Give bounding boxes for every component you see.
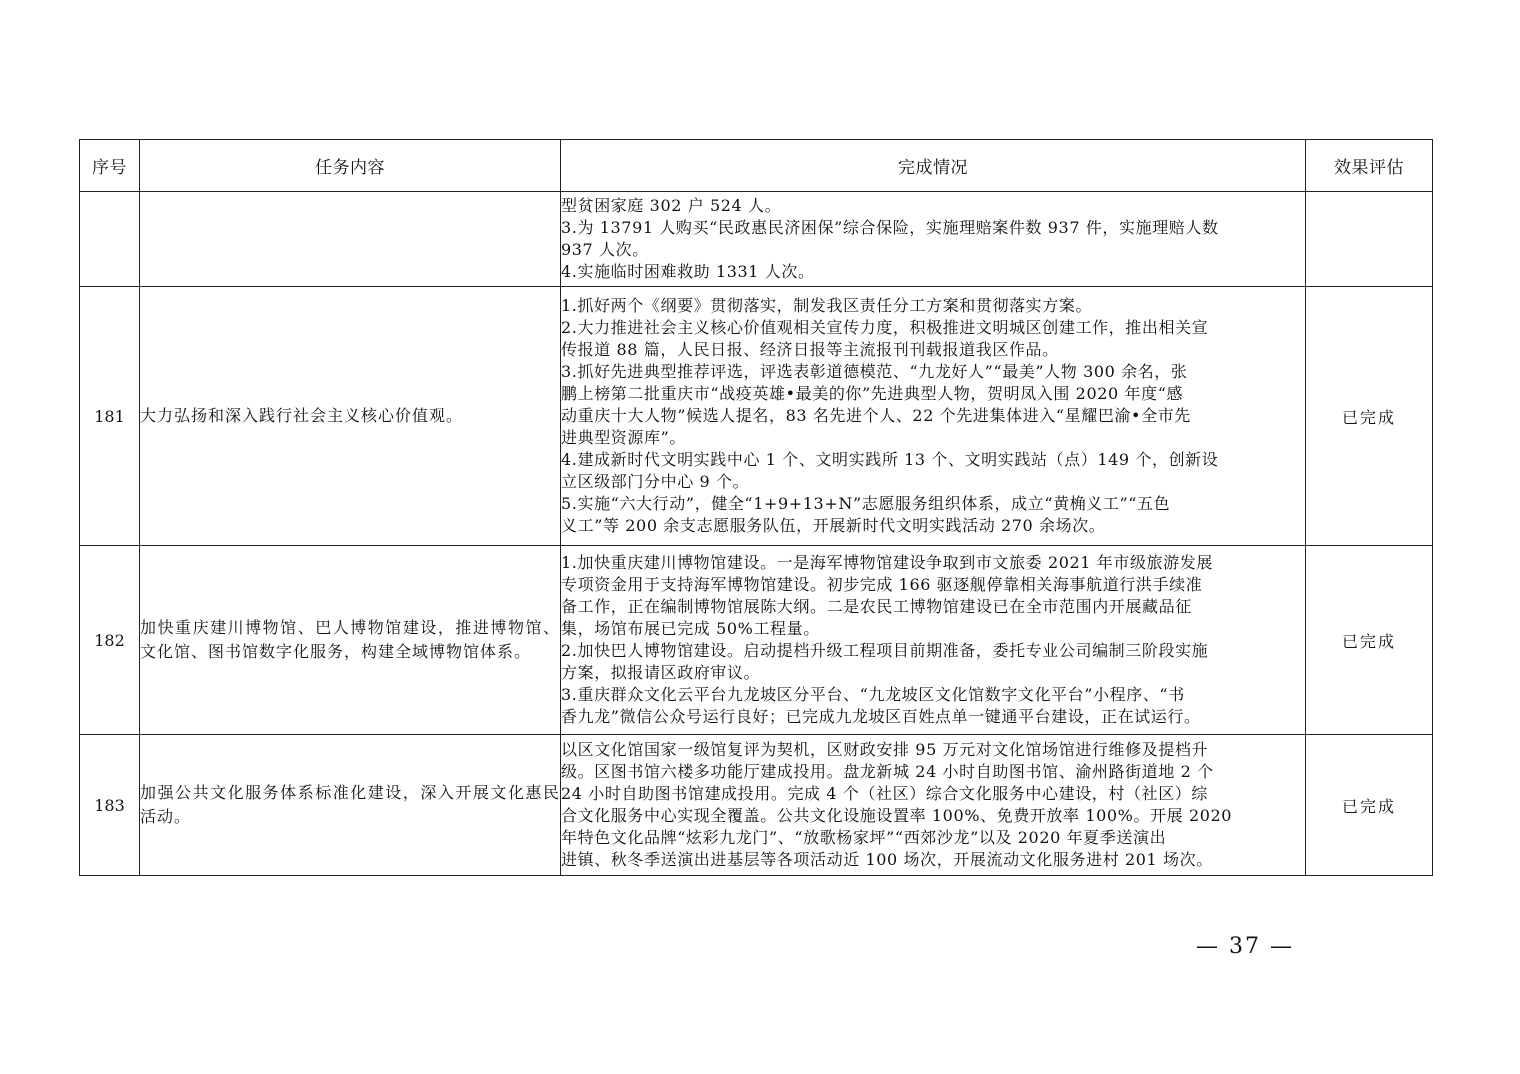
- status-line: 传报道 88 篇，人民日报、经济日报等主流报刊刊载报道我区作品。: [561, 340, 1059, 359]
- status-line: 1.加快重庆建川博物馆建设。一是海军博物馆建设争取到市文旅委 2021 年市级旅游发展: [561, 553, 1213, 572]
- page-number: — 37 —: [1196, 934, 1294, 959]
- status-line: 以区文化馆国家一级馆复评为契机，区财政安排 95 万元对文化馆场馆进行维修及提档升: [561, 740, 1209, 759]
- table-row: [80, 546, 1433, 735]
- status-line: 专项资金用于支持海军博物馆建设。初步完成 166 驱逐舰停靠相关海事航道行洪手续准: [561, 575, 1203, 594]
- status-line: 2.加快巴人博物馆建设。启动提档升级工程项目前期准备，委托专业公司编制三阶段实施: [561, 641, 1209, 660]
- status-line: 集，场馆布展已完成 50%工程量。: [561, 619, 820, 638]
- status-line: 进典型资源库”。: [561, 428, 686, 447]
- row-status: [561, 735, 1306, 876]
- status-line: 型贫困家庭 302 户 524 人。: [561, 196, 782, 215]
- status-line: 3.为 13791 人购买“民政惠民济困保”综合保险，实施理赔案件数 937 件，实施理赔人数: [561, 218, 1219, 237]
- status-line: 合文化服务中心实现全覆盖。公共文化设施设置率 100%、免费开放率 100%。开展 2020: [561, 806, 1233, 825]
- row-eval: 已完成: [1306, 735, 1433, 876]
- status-line: 24 小时自助图书馆建成投用。完成 4 个（社区）综合文化服务中心建设，村（社区）综: [561, 784, 1208, 803]
- status-line: 级。区图书馆六楼多功能厅建成投用。盘龙新城 24 小时自助图书馆、渝州路街道地 2 个: [561, 762, 1214, 781]
- status-line: 立区级部门分中心 9 个。: [561, 472, 750, 491]
- status-line: 年特色文化品牌“炫彩九龙门”、“放歌杨家坪”“西郊沙龙”以及 2020 年夏季送演出: [561, 828, 1167, 847]
- status-line: 动重庆十大人物”候选人提名，83 名先进个人、22 个先进集体进入“星耀巴渝•全市先: [561, 406, 1191, 425]
- status-line: 4.建成新时代文明实践中心 1 个、文明实践所 13 个、文明实践站（点）149 个，创新设: [561, 450, 1219, 469]
- header-task: 任务内容: [140, 140, 561, 192]
- status-line: 鹏上榜第二批重庆市“战疫英雄•最美的你”先进典型人物，贺明凤入围 2020 年度“感: [561, 384, 1184, 403]
- header-eval: 效果评估: [1306, 140, 1433, 192]
- status-line: 3.抓好先进典型推荐评选，评选表彰道德模范、“九龙好人”“最美”人物 300 余名，张: [561, 362, 1188, 381]
- status-line: 4.实施临时困难救助 1331 人次。: [561, 262, 815, 281]
- row-seq: [80, 192, 140, 287]
- row-seq: 182: [80, 546, 140, 735]
- row-task: 加强公共文化服务体系标准化建设，深入开展文化惠民活动。: [140, 735, 561, 876]
- row-eval: 已完成: [1306, 546, 1433, 735]
- status-line: 义工”等 200 余支志愿服务队伍，开展新时代文明实践活动 270 余场次。: [561, 516, 1106, 535]
- table-row: [80, 735, 1433, 876]
- row-status: [561, 192, 1306, 287]
- header-status: 完成情况: [561, 140, 1306, 192]
- task-table: [79, 139, 1433, 876]
- header-seq: 序号: [80, 140, 140, 192]
- row-seq: 181: [80, 287, 140, 546]
- table-header-row: [80, 140, 1433, 192]
- status-line: 2.大力推进社会主义核心价值观相关宣传力度，积极推进文明城区创建工作，推出相关宣: [561, 318, 1209, 337]
- status-line: 方案，拟报请区政府审议。: [561, 663, 761, 682]
- row-status: [561, 287, 1306, 546]
- status-line: 备工作，正在编制博物馆展陈大纲。二是农民工博物馆建设已在全市范围内开展藏品征: [561, 597, 1192, 616]
- row-task: 大力弘扬和深入践行社会主义核心价值观。: [140, 287, 561, 546]
- table-row: [80, 192, 1433, 287]
- status-line: 1.抓好两个《纲要》贯彻落实，制发我区责任分工方案和贯彻落实方案。: [561, 296, 1093, 315]
- row-status: [561, 546, 1306, 735]
- status-line: 香九龙”微信公众号运行良好；已完成九龙坡区百姓点单一键通平台建设，正在试运行。: [561, 707, 1201, 726]
- status-line: 5.实施“六大行动”，健全“1+9+13+N”志愿服务组织体系，成立“黄桷义工”“五色: [561, 494, 1171, 513]
- status-line: 3.重庆群众文化云平台九龙坡区分平台、“九龙坡区文化馆数字文化平台”小程序、“书: [561, 685, 1185, 704]
- row-task: [140, 192, 561, 287]
- row-seq: 183: [80, 735, 140, 876]
- row-task: 加快重庆建川博物馆、巴人博物馆建设，推进博物馆、文化馆、图书馆数字化服务，构建全域博物馆体系。: [140, 546, 561, 735]
- row-eval: 已完成: [1306, 287, 1433, 546]
- status-line: 进镇、秋冬季送演出进基层等各项活动近 100 场次，开展流动文化服务进村 201 场次。: [561, 850, 1213, 869]
- table-row: [80, 287, 1433, 546]
- row-eval: [1306, 192, 1433, 287]
- status-line: 937 人次。: [561, 240, 649, 259]
